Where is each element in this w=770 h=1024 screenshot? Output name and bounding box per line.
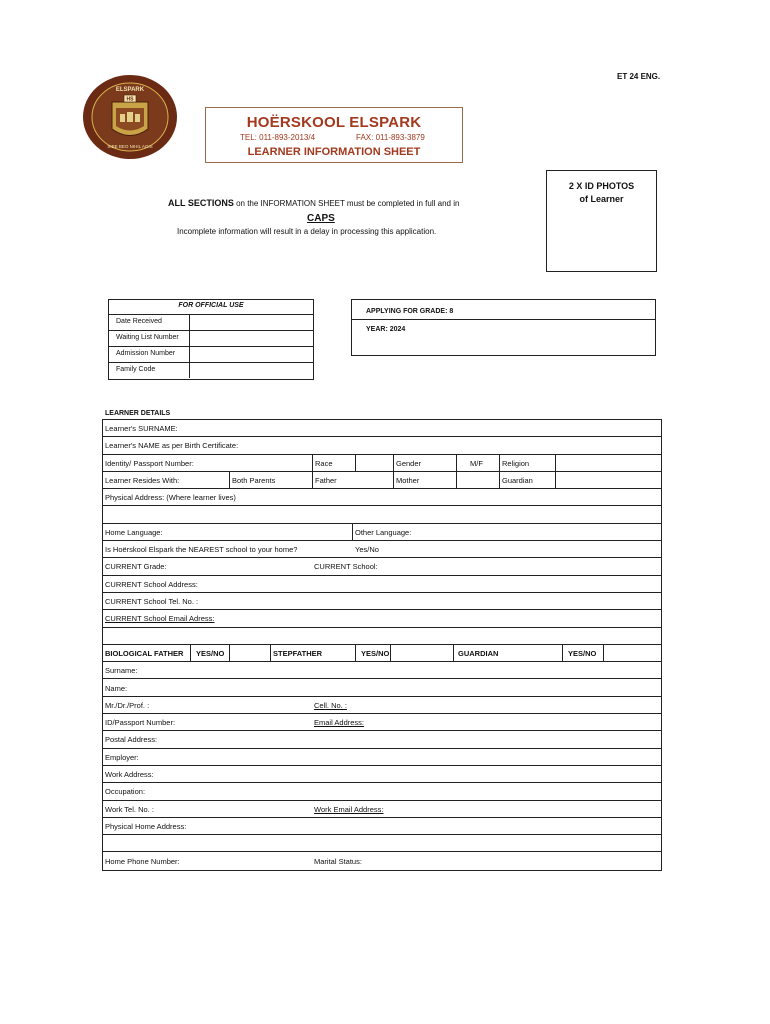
field-employer[interactable] xyxy=(103,749,661,766)
row-id-email[interactable] xyxy=(103,714,661,731)
row-spacer xyxy=(103,628,661,645)
official-use-title: FOR OFFICIAL USE xyxy=(178,302,244,309)
field-label: Postal Address: xyxy=(105,735,158,745)
email-label: Email Address: xyxy=(314,718,365,728)
photo-label-2: of Learner xyxy=(579,194,624,204)
home-phone-label: Home Phone Number: xyxy=(105,856,180,866)
official-row-label: Date Received xyxy=(116,318,162,325)
other-language-label: Other Language: xyxy=(355,527,412,537)
row-current-grade-school[interactable] xyxy=(103,558,661,575)
field-parent-name[interactable] xyxy=(103,680,661,697)
official-row-value[interactable] xyxy=(189,331,190,346)
row-parent-types xyxy=(103,645,661,662)
field-label: Occupation: xyxy=(105,787,146,797)
identity-label: Identity/ Passport Number: xyxy=(105,458,194,468)
applying-year: YEAR: 2024 xyxy=(366,326,406,333)
field-parent-surname[interactable] xyxy=(103,662,661,679)
field-work-address[interactable] xyxy=(103,766,661,783)
official-row-label: Admission Number xyxy=(116,350,176,357)
gender-label: Gender xyxy=(396,458,422,468)
applying-grade: APPLYING FOR GRADE: 8 xyxy=(366,308,454,315)
school-crest-logo xyxy=(82,74,178,160)
field-label: Learner's NAME as per Birth Certificate: xyxy=(105,441,239,451)
current-grade-label: CURRENT Grade: xyxy=(105,562,167,572)
logo-top-text: ELSPARK xyxy=(115,87,145,93)
field-label: Name: xyxy=(105,683,128,693)
both-parents-label: Both Parents xyxy=(232,475,276,485)
mf-label: M/F xyxy=(470,458,483,468)
guardian-type-label: GUARDIAN xyxy=(458,648,499,658)
current-school-label: CURRENT School: xyxy=(314,562,378,572)
yes-no-1: YES/NO xyxy=(196,648,225,658)
field-label: Employer: xyxy=(105,752,139,762)
row-title-cell[interactable] xyxy=(103,697,661,714)
logo-badge-text: HS xyxy=(126,96,134,103)
row-languages xyxy=(103,524,661,541)
school-name: HOËRSKOOL ELSPARK xyxy=(246,114,422,131)
mother-label: Mother xyxy=(396,475,420,485)
school-fax: FAX: 011-893-3879 xyxy=(356,133,425,142)
document-code: ET 24 ENG. xyxy=(617,72,661,81)
field-label: Learner's SURNAME: xyxy=(105,424,178,433)
field-physical-address[interactable] xyxy=(103,489,661,506)
cell-label: Cell. No. : xyxy=(314,700,347,710)
yes-no-3: YES/NO xyxy=(568,648,597,658)
field-learner-surname[interactable] xyxy=(103,420,661,437)
photo-label-1: 2 X ID PHOTOS xyxy=(568,181,635,191)
marital-status-label: Marital Status: xyxy=(314,856,362,866)
id-passport-label: ID/Passport Number: xyxy=(105,718,176,728)
instructions-line-1 xyxy=(168,198,459,208)
official-use-box xyxy=(108,299,314,380)
religion-label: Religion xyxy=(502,458,530,468)
field-label: Physical Home Address: xyxy=(105,821,187,831)
field-label: Work Address: xyxy=(105,770,154,779)
field-label: CURRENT School Tel. No. : xyxy=(105,597,199,606)
field-label: Surname: xyxy=(105,666,138,676)
instructions-rest: on the INFORMATION SHEET must be completed in full and in xyxy=(233,199,460,208)
field-current-school-tel[interactable] xyxy=(103,593,661,610)
home-language-label: Home Language: xyxy=(105,527,163,537)
race-label: Race xyxy=(315,458,333,468)
field-learner-name[interactable] xyxy=(103,437,661,454)
official-row-label: Family Code xyxy=(116,366,156,373)
instructions-bold: ALL SECTIONS xyxy=(168,198,234,208)
school-telephone: TEL: 011-893-2013/4 xyxy=(240,133,316,142)
official-row-value[interactable] xyxy=(189,347,190,362)
official-row-waiting-list xyxy=(109,330,313,346)
row-identity-race-gender xyxy=(103,455,661,472)
applying-grade-box xyxy=(351,299,656,356)
field-physical-home-address-cont[interactable] xyxy=(103,835,661,852)
official-row-value[interactable] xyxy=(189,363,190,378)
instructions-line-2: Incomplete information will result in a delay in processing this application. xyxy=(177,227,437,236)
nearest-yes-no: Yes/No xyxy=(355,545,379,555)
field-occupation[interactable] xyxy=(103,783,661,800)
work-tel-label: Work Tel. No. : xyxy=(105,804,154,814)
title-label: Mr./Dr./Prof. : xyxy=(105,700,150,710)
photo-placeholder xyxy=(546,170,657,272)
instructions-caps: CAPS xyxy=(307,213,335,224)
logo-motto-text: SIBE BEO NIHIL AGIS xyxy=(107,144,153,149)
learner-details-form xyxy=(102,419,662,871)
official-row-value[interactable] xyxy=(189,315,190,330)
field-label: Physical Address: (Where learner lives) xyxy=(105,493,236,503)
official-row-date-received xyxy=(109,314,313,330)
resides-label: Learner Resides With: xyxy=(105,475,180,485)
row-nearest-school[interactable] xyxy=(103,541,661,558)
nearest-school-label: Is Hoërskool Elspark the NEAREST school to your home? xyxy=(105,545,298,555)
row-work-tel-email[interactable] xyxy=(103,801,661,818)
father-label: Father xyxy=(315,475,337,485)
row-home-phone-marital[interactable] xyxy=(103,853,661,872)
field-label: CURRENT School Email Adress: xyxy=(105,614,215,624)
sheet-title: LEARNER INFORMATION SHEET xyxy=(247,146,421,158)
official-row-admission-number xyxy=(109,346,313,362)
learner-details-title: LEARNER DETAILS xyxy=(105,410,171,417)
school-header-box xyxy=(205,107,463,163)
official-row-label: Waiting List Number xyxy=(116,334,179,341)
row-learner-resides xyxy=(103,472,661,489)
yes-no-2: YES/NO xyxy=(361,648,390,658)
field-current-school-address[interactable] xyxy=(103,576,661,593)
field-postal-address[interactable] xyxy=(103,731,661,748)
stepfather-label: STEPFATHER xyxy=(273,648,323,658)
bio-father-label: BIOLOGICAL FATHER xyxy=(105,648,184,658)
field-physical-home-address[interactable] xyxy=(103,818,661,835)
field-label: CURRENT School Address: xyxy=(105,579,198,589)
official-row-family-code xyxy=(109,362,313,378)
field-physical-address-cont[interactable] xyxy=(103,507,661,524)
work-email-label: Work Email Address: xyxy=(314,804,384,814)
field-current-school-email[interactable] xyxy=(103,610,661,627)
guardian-label: Guardian xyxy=(502,475,533,485)
